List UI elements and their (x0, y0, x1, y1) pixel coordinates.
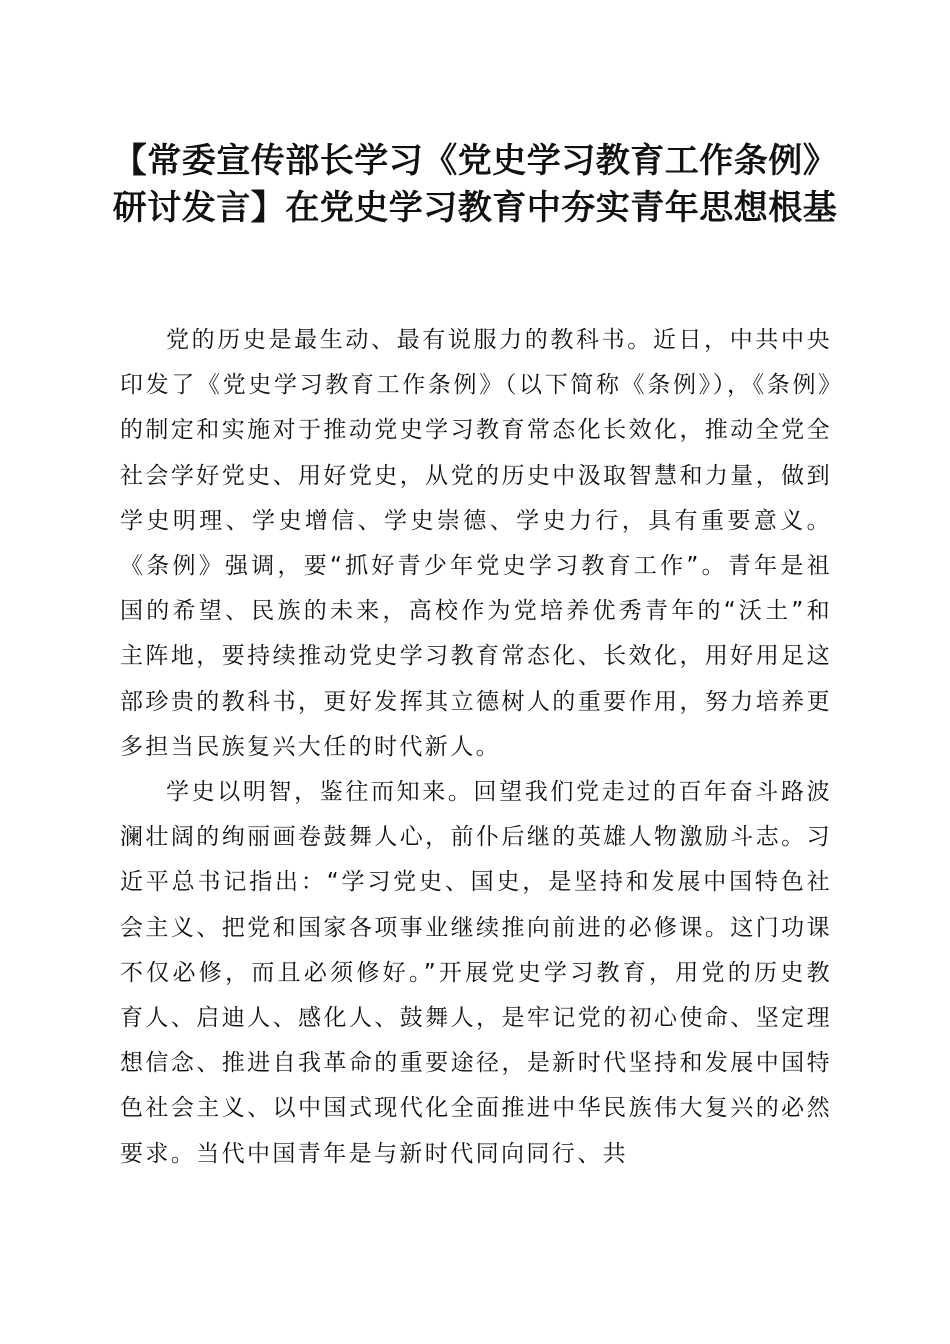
document-title: 【常委宣传部长学习《党史学习教育工作条例》研讨发言】在党史学习教育中夯实青年思想根基 (112, 141, 838, 228)
document-body (120, 318, 832, 1177)
paragraph-2: 学史以明智，鉴往而知来。回望我们党走过的百年奋斗路波澜壮阔的绚丽画卷鼓舞人心，前仆后继的英雄人物激励斗志。习近平总书记指出：“学习党史、国史，是坚持和发展中国特色社会主义、把党和国家各项事业继续推向前进的必修课。这门功课不仅必修，而且必须修好。”开展党史学习教育，用党的历史教育人、启迪人、感化人、鼓舞人，是牢记党的初心使命、坚定理想信念、推进自我革命的重要途径，是新时代坚持和发展中国特色社会主义、以中国式现代化全面推进中华民族伟大复兴的必然要求。当代中国青年是与新时代同向同行、共 (120, 779, 832, 1167)
paragraph-1: 党的历史是最生动、最有说服力的教科书。近日，中共中央印发了《党史学习教育工作条例》（以下简称《条例》），《条例》的制定和实施对于推动党史学习教育常态化长效化，推动全党全社会学好党史、用好党史，从党的历史中汲取智慧和力量，做到学史明理、学史增信、学史崇德、学史力行，具有重要意义。《条例》强调，要“抓好青少年党史学习教育工作”。青年是祖国的希望、民族的未来，高校作为党培养优秀青年的“沃土”和主阵地，要持续推动党史学习教育常态化、长效化，用好用足这部珍贵的教科书，更好发挥其立德树人的重要作用，努力培养更多担当民族复兴大任的时代新人。 (120, 327, 832, 760)
